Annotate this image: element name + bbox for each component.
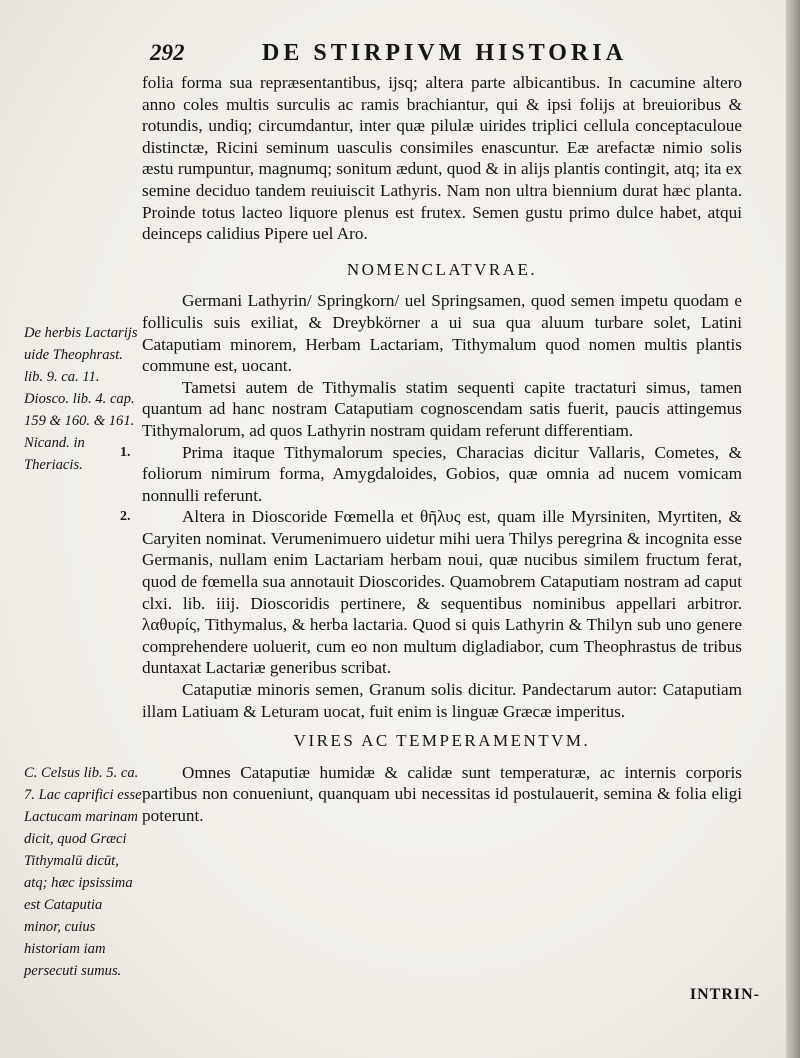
catchword: INTRIN- [689,986,760,1003]
heading-vires: VIRES AC TEMPERAMENTVM. [293,731,591,751]
paragraph-number-1: 1. [120,444,131,460]
paragraph-germani: Germani Lathyrin/ Springkorn/ uel Springsamen, quod semen impetu quodam e folliculis suis exiliat, & Dreybkörner a ui sua qua aluum turbare solet, Latini Cataputiam minorem, Herbam Lactariam, Tithymalum quod nomen multis plantis commune est, uocant. [142,291,742,376]
paragraph-tametsi: Tametsi autem de Tithymalis statim sequenti capite tractaturi simus, tamen quantum ad hanc nostram Cataputiam cognoscendam satis fuerit, paucis attingemus Tithymalorum, ad quos Lathyrin nostram quidam referunt differentiam. [142,377,742,440]
paragraph-cataputiae: Cataputiæ minoris semen, Granum solis dicitur. Pandectarum autor: Cataputiam illam Latiuam & Leturam uocat, fuit enim is linguæ Græcæ imperitus. [142,680,742,721]
page-number: 292 [150,40,185,65]
paragraph-altera: Altera in Dioscoride Fœmella et θῆλυς est, quam ille Myrsiniten, Myrtiten, & Caryiten nominat. Verumenimuero uidetur mihi uera Thilys peregrina & incognita esse Germanis, nullam enim Lactariam herbam noui, quæ nucibus similem fructum ferat, quod de fœmella sua annotauit Dioscorides. Quamobrem Cataputiam nostram ad caput clxi. lib. iiij. Dioscoridis pertinere, & sequentibus nominibus appellari arbitror. λαθυρίς, Tithymalus, & herba lactaria. Quod si quis Lathyrin & Thilyn sub uno genere comprehendere uoluerit, cum eo non multum digladiabor, cum Theophrastus de tribus duntaxat Lactariæ generibus scribat. [142,507,742,678]
intro-paragraph: folia forma sua repræsentantibus, ijsq; altera parte albicantibus. In cacumine altero anno coles multis surculis ac ramis brachiantur, qui & ipsi folijs at breuioribus & rotundis, undiq; circumdantur, inter quæ pilulæ uirides triplici cellula conceptaculoue distinctæ, Ricini seminum uasculis consimiles enascuntur. Eæ arefactæ nimio solis æstu rumpuntur, magnumq; sonitum ædunt, quod & in alijs plantis contingit, atq; ita ex semine deciduo tandem reuiuiscit Lathyris. Nam non ultra biennium durat hæc planta. Proinde totus lacteo liquore plenus est frutex. Semen gustu primo dulce habet, atqui deinceps calidius Pipere uel Aro. [142,73,742,244]
numbered-paragraph-1 [120,442,742,507]
paragraph-number-2: 2. [120,509,131,525]
running-title: DE STIRPIVM HISTORIA [262,40,627,66]
running-header [150,40,750,70]
main-text-column [120,72,742,827]
margin-note-1: De herbis Lactarijs uide Theophrast. lib. 9. ca. 11. Diosco. lib. 4. cap. 159 & 160. & 161. Nicand. in Theriacis. [24,325,138,473]
heading-nomenclaturae: NOMENCLATVRAE. [346,259,538,279]
numbered-paragraph-2 [120,506,742,679]
margin-note-2: C. Celsus lib. 5. ca. 7. Lac caprifici esse Lactucam marinam dicit, quod Græci Tithymalū dicūt, atq; hæc ipsissima est Cataputia minor, cuius historiam iam persecuti sumus. [24,765,142,979]
paragraph-omnes: Omnes Cataputiæ humidæ & calidæ sunt temperaturæ, ac internis corporis partibus non conueniunt, quanquam ubi necessitas id postulauerit, semina & folia eligi poterunt. [142,762,742,825]
page-edge-shadow [786,0,800,1058]
paragraph-prima: Prima itaque Tithymalorum species, Characias dicitur Vallaris, Cometes, & foliorum nimirum forma, Amygdaloides, Gobios, quæ omnia ad nucem vomicam nonnulli referunt. [142,442,742,505]
